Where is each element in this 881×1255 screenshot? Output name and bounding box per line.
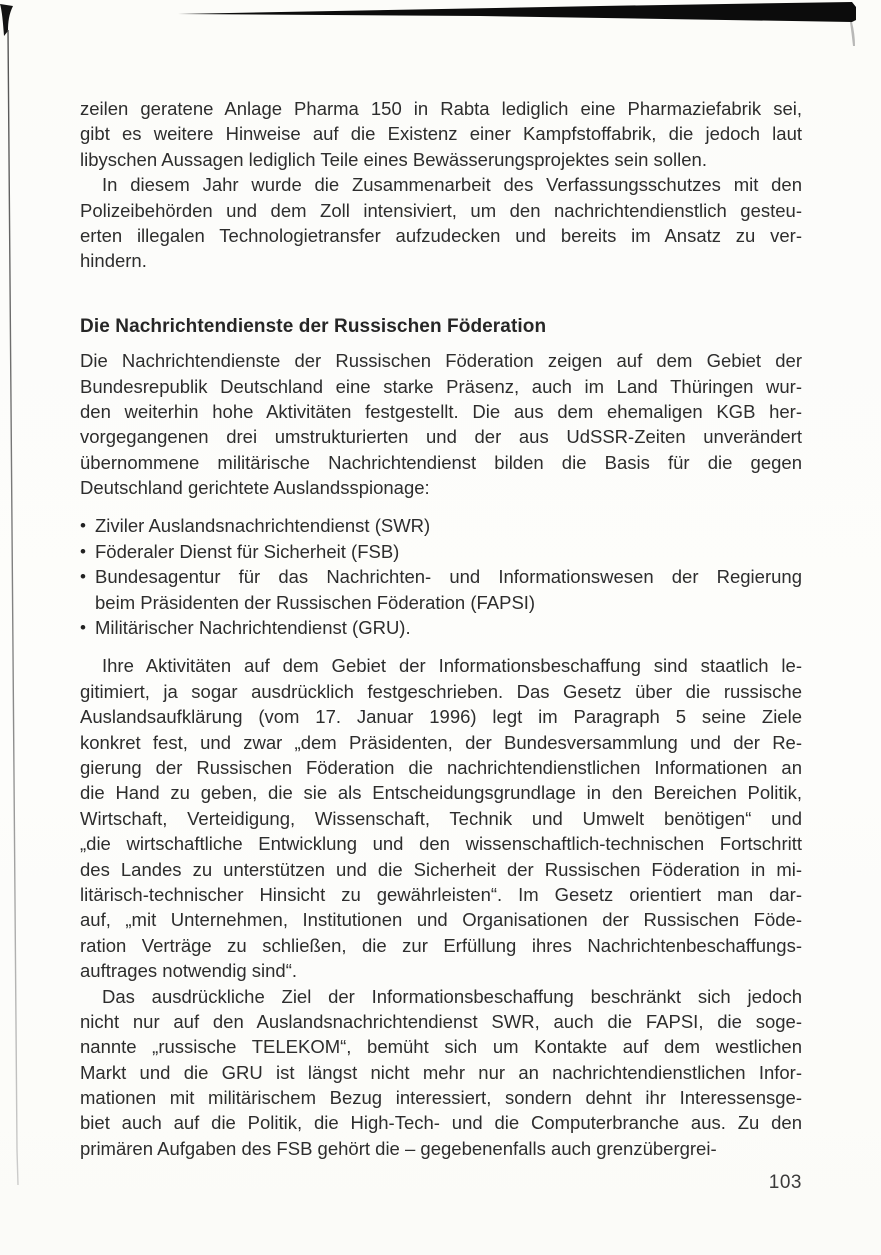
top-edge-mark (178, 2, 856, 22)
bullet-icon: • (80, 567, 86, 587)
paragraph (80, 348, 802, 500)
left-edge-line (8, 30, 18, 1185)
text-line: „die wirtschaftliche Entwicklung und den wissenschaftlich-technischen Fortschritt (80, 833, 802, 855)
text-line: primären Aufgaben des FSB gehört die – gegebenenfalls auch grenzübergrei- (80, 1137, 717, 1159)
paragraph (80, 96, 802, 172)
bullet-item (80, 513, 802, 538)
text-line: Wirtschaft, Verteidigung, Wissenschaft, Technik und Umwelt benötigen“ und (80, 807, 802, 829)
text-line: litärisch-technischer Hinsicht zu gewährleisten“. Im Gesetz orientiert man dar- (80, 883, 802, 905)
text-line: erten illegalen Technologietransfer aufzudecken und bereits im Ansatz zu ver- (80, 224, 802, 246)
text-line: In diesem Jahr wurde die Zusammenarbeit des Verfassungsschutzes mit den (102, 174, 802, 196)
text-line: hindern. (80, 250, 147, 272)
bullet-item (80, 539, 802, 564)
text-line: übernommene militärische Nachrichtendienst bilden die Basis für die gegen (80, 451, 802, 473)
text-line: Die Nachrichtendienste der Russischen Föderation zeigen auf dem Gebiet der (80, 350, 802, 372)
text-line: ration Verträge zu schließen, die zur Erfüllung ihres Nachrichtenbeschaffungs- (80, 934, 802, 956)
text-line: Polizeibehörden und dem Zoll intensiviert, um den nachrichtendienstlich gesteu- (80, 199, 802, 221)
text-line: den weiterhin hohe Aktivitäten festgestellt. Die aus dem ehemaligen KGB her- (80, 400, 802, 422)
text-line: gibt es weitere Hinweise auf die Existenz einer Kampfstoffabrik, die jedoch laut (80, 123, 802, 145)
text-line: nicht nur auf den Auslandsnachrichtendienst SWR, auch die FAPSI, die soge- (80, 1010, 802, 1032)
text-line: gierung der Russischen Föderation die nachrichtendienstlichen Informationen an (80, 756, 802, 778)
paragraph (80, 172, 802, 274)
text-line: Bundesrepublik Deutschland eine starke Präsenz, auch im Land Thüringen wur- (80, 375, 802, 397)
text-line: konkret fest, und zwar „dem Präsidenten, der Bundesversammlung und der Re- (80, 731, 802, 753)
section-heading: Die Nachrichtendienste der Russischen Föderation (80, 315, 547, 337)
text-column (80, 96, 802, 1161)
text-line: auftrages notwendig sind“. (80, 960, 297, 982)
text-line: nannte „russische TELEKOM“, bemüht sich um Kontakte auf dem westlichen (80, 1036, 802, 1058)
top-edge-tail (850, 22, 855, 46)
text-line: biet auch auf die Politik, die High-Tech- und die Computerbranche aus. Zu den (80, 1112, 802, 1134)
bullet-item (80, 564, 802, 615)
text-line: vorgegangenen drei umstrukturierten und der aus UdSSR-Zeiten unverändert (80, 426, 802, 448)
text-line: des Landes zu unterstützen und die Sicherheit der Russischen Föderation in mi- (80, 858, 802, 880)
text-line: mationen mit militärischem Bezug interessiert, sondern dehnt ihr Interessensge- (80, 1087, 802, 1109)
text-line: Bundesagentur für das Nachrichten- und Informationswesen der Regierung (95, 566, 802, 588)
text-line: zeilen geratene Anlage Pharma 150 in Rabta lediglich eine Pharmaziefabrik sei, (80, 98, 802, 119)
text-line: auf, „mit Unternehmen, Institutionen und Organisationen der Russischen Föde- (80, 909, 802, 931)
text-line: beim Präsidenten der Russischen Föderation (FAPSI) (95, 591, 536, 613)
text-line: gitimiert, ja sogar ausdrücklich festgeschrieben. Das Gesetz über die russische (80, 680, 802, 702)
paragraph (80, 653, 802, 983)
text-line: Das ausdrückliche Ziel der Informationsbeschaffung beschränkt sich jedoch (102, 985, 802, 1007)
text-line: die Hand zu geben, die sie als Entscheidungsgrundlage in den Bereichen Politik, (80, 782, 802, 804)
text-line: Föderaler Dienst für Sicherheit (FSB) (95, 540, 400, 562)
text-line: Ziviler Auslandsnachrichtendienst (SWR) (95, 515, 431, 537)
text-line: Auslandsaufklärung (vom 17. Januar 1996) legt im Paragraph 5 seine Ziele (80, 706, 802, 728)
text-line: Deutschland gerichtete Auslandsspionage: (80, 477, 430, 499)
bullet-icon: • (80, 541, 86, 561)
text-line: libyschen Aussagen lediglich Teile eines Bewässerungsprojektes sein sollen. (80, 148, 707, 170)
paragraph (80, 984, 802, 1162)
bullet-icon: • (80, 516, 86, 536)
corner-mark (0, 4, 13, 36)
text-line: Militärischer Nachrichtendienst (GRU). (95, 617, 411, 639)
text-line: Ihre Aktivitäten auf dem Gebiet der Informationsbeschaffung sind staatlich le- (102, 655, 802, 677)
text-line: Markt und die GRU ist längst nicht mehr nur an nachrichtendienstlichen Infor- (80, 1061, 802, 1083)
bullet-icon: • (80, 618, 86, 638)
bullet-list (80, 513, 802, 640)
page-number: 103 (768, 1172, 802, 1193)
bullet-item (80, 615, 802, 640)
